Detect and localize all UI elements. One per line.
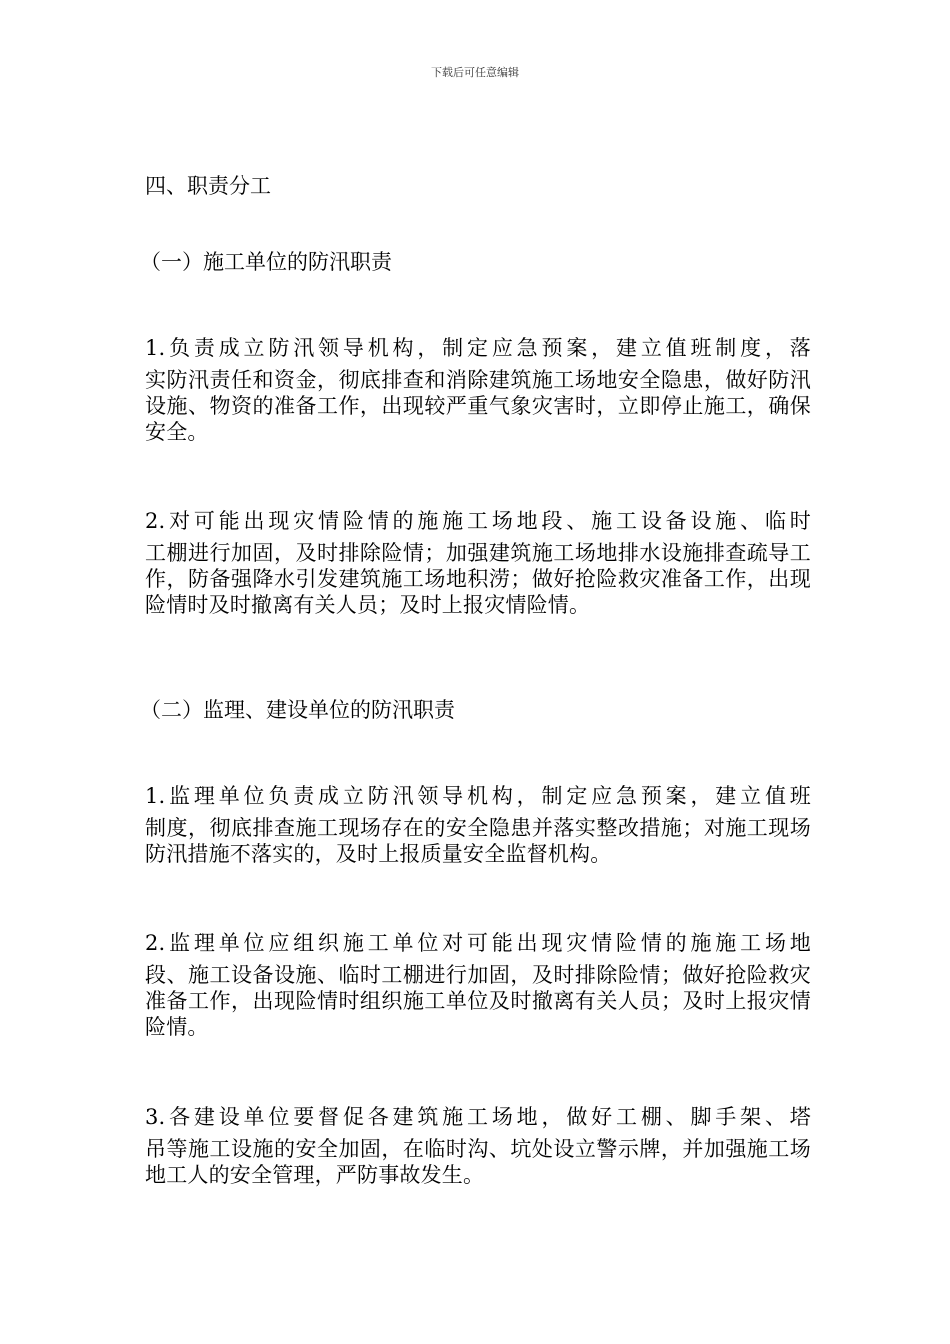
- page-header-note: 下载后可任意编辑: [431, 66, 519, 79]
- part2-item2-first-line: 2.监理单位应组织施工单位对可能出现灾情险情的施施工场地: [145, 931, 811, 955]
- part1-item2-paragraph: [145, 508, 811, 618]
- part1-item1-paragraph: [145, 335, 811, 445]
- part2-item3-paragraph: [145, 1104, 811, 1188]
- part2-item2-paragraph: [145, 930, 811, 1040]
- part2-item3-body: 吊等施工设施的安全加固，在临时沟、坑处设立警示牌，并加强施工场地工人的安全管理，严防事故发生。: [145, 1137, 811, 1187]
- part2-item1-paragraph: [145, 783, 811, 867]
- part2-item3-first-line: 3.各建设单位要督促各建筑施工场地，做好工棚、脚手架、塔: [145, 1105, 811, 1129]
- part1-item2-first-line: 2.对可能出现灾情险情的施施工场地段、施工设备设施、临时: [145, 509, 811, 533]
- part2-item2-body: 段、施工设备设施、临时工棚进行加固，及时排除险情；做好抢险救灾准备工作，出现险情时组织施工单位及时撤离有关人员；及时上报灾情险情。: [145, 963, 811, 1039]
- part1-title: （一）施工单位的防汛职责: [140, 250, 392, 274]
- part2-item1-first-line: 1.监理单位负责成立防汛领导机构，制定应急预案，建立值班: [145, 784, 811, 808]
- part1-item1-first-line: 1.负责成立防汛领导机构，制定应急预案，建立值班制度，落: [145, 336, 811, 360]
- section-title: 四、职责分工: [145, 174, 271, 198]
- part2-title: （二）监理、建设单位的防汛职责: [140, 698, 455, 722]
- part1-item1-body: 实防汛责任和资金，彻底排查和消除建筑施工场地安全隐患，做好防汛设施、物资的准备工作，出现较严重气象灾害时，立即停止施工，确保安全。: [145, 368, 811, 444]
- part1-item2-body: 工棚进行加固，及时排除险情；加强建筑施工场地排水设施排查疏导工作，防备强降水引发建筑施工场地积涝；做好抢险救灾准备工作，出现险情时及时撤离有关人员；及时上报灾情险情。: [145, 541, 811, 617]
- part2-item1-body: 制度，彻底排查施工现场存在的安全隐患并落实整改措施；对施工现场防汛措施不落实的，及时上报质量安全监督机构。: [145, 816, 811, 866]
